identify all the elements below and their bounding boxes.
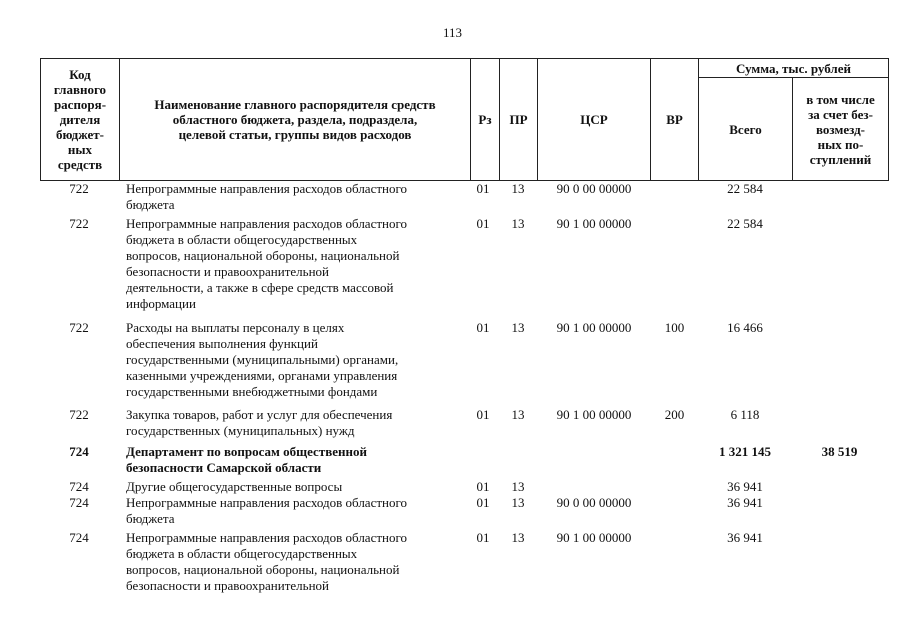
cell-name (126, 495, 471, 527)
name-line: государственными внебюджетными фондами (126, 384, 378, 399)
name-line: Департамент по вопросам общественной (126, 444, 367, 459)
cell-rz: 01 (476, 479, 490, 494)
header-free-line: в том числе (806, 91, 875, 107)
cell-rz: 01 (476, 216, 490, 231)
cell-rz: 01 (476, 530, 490, 545)
header-code-line: бюджет- (55, 127, 104, 142)
cell-total: 36 941 (727, 530, 763, 545)
header-free-line: за счет без- (808, 106, 873, 122)
cell-pr: 13 (511, 530, 525, 545)
cell-csr: 90 0 00 00000 (556, 495, 632, 510)
name-line: деятельности, а также в сфере средств массовой (126, 280, 394, 295)
header-name-line: целевой статьи, группы видов расходов (178, 127, 412, 142)
cell-name (126, 407, 471, 439)
header-rz: Рз (471, 59, 500, 180)
cell-pr: 13 (511, 320, 525, 335)
header-free (793, 78, 888, 180)
cell-csr: 90 0 00 00000 (556, 181, 632, 196)
cell-vr: 100 (664, 320, 685, 335)
cell-name (126, 444, 471, 476)
header-name (120, 59, 471, 180)
cell-pr: 13 (511, 181, 525, 196)
name-line: Непрограммные направления расходов областного (126, 216, 407, 231)
cell-pr: 13 (511, 495, 525, 510)
header-total: Всего (699, 78, 793, 180)
name-line: информации (126, 296, 196, 311)
cell-csr: 90 1 00 00000 (556, 320, 632, 335)
header-free-line: возмезд- (816, 121, 865, 137)
cell-vr: 200 (664, 407, 685, 422)
cell-rz: 01 (476, 407, 490, 422)
header-code-line: средств (57, 157, 103, 172)
cell-code: 722 (69, 216, 89, 231)
cell-rz: 01 (476, 320, 490, 335)
name-line: вопросов, национальной обороны, национальной (126, 248, 400, 263)
cell-total: 6 118 (730, 407, 760, 422)
header-vr: ВР (651, 59, 699, 180)
name-line: бюджета в области общегосударственных (126, 546, 358, 561)
name-line: Закупка товаров, работ и услуг для обеспечения (126, 407, 393, 422)
cell-free: 38 519 (821, 444, 858, 459)
cell-name (126, 320, 471, 400)
name-line: Непрограммные направления расходов областного (126, 530, 407, 545)
header-name-line: областного бюджета, раздела, подраздела, (172, 112, 418, 127)
header-code (41, 59, 120, 180)
header-code-line: ных (67, 142, 93, 157)
name-line: государственными (муниципальными) органами, (126, 352, 399, 367)
name-line: казенными учреждениями, органами управления (126, 368, 398, 383)
name-line: бюджета в области общегосударственных (126, 232, 358, 247)
cell-csr: 90 1 00 00000 (556, 530, 632, 545)
name-line: государственных (муниципальных) нужд (126, 423, 355, 438)
name-line: вопросов, национальной обороны, национальной (126, 562, 400, 577)
name-line: бюджета (126, 197, 175, 212)
name-line: бюджета (126, 511, 175, 526)
cell-rz: 01 (476, 181, 490, 196)
header-free-line: ных по- (817, 136, 864, 152)
cell-csr: 90 1 00 00000 (556, 407, 632, 422)
header-code-line: Код (69, 67, 91, 82)
cell-pr: 13 (511, 479, 525, 494)
cell-pr: 13 (511, 216, 525, 231)
cell-code: 724 (69, 495, 89, 510)
cell-rz: 01 (476, 495, 490, 510)
cell-total: 22 584 (727, 181, 763, 196)
cell-csr: 90 1 00 00000 (556, 216, 632, 231)
cell-name (126, 530, 471, 594)
cell-total: 36 941 (727, 479, 763, 494)
name-line: Непрограммные направления расходов областного (126, 181, 407, 196)
header-csr: ЦСР (538, 59, 651, 180)
header-code-line: дителя (59, 112, 101, 127)
cell-code: 722 (69, 181, 89, 196)
header-code-line: главного (53, 82, 107, 97)
name-line: Расходы на выплаты персоналу в целях (126, 320, 345, 335)
cell-code: 724 (69, 444, 89, 459)
cell-code: 722 (69, 320, 89, 335)
name-line: безопасности и правоохранительной (126, 264, 329, 279)
cell-total: 22 584 (727, 216, 763, 231)
cell-pr: 13 (511, 407, 525, 422)
page-number: 113 (442, 25, 463, 40)
name-line: безопасности и правоохранительной (126, 578, 329, 593)
cell-total: 1 321 145 (719, 444, 771, 459)
cell-code: 724 (69, 530, 89, 545)
name-line: безопасности Самарской области (126, 460, 322, 475)
header-free-line: ступлений (809, 151, 872, 167)
header-sum: Сумма, тыс. рублей (699, 59, 888, 78)
cell-name (126, 479, 471, 495)
table-header (40, 58, 889, 181)
header-pr: ПР (500, 59, 538, 180)
header-name-line: Наименование главного распорядителя средств (154, 97, 436, 112)
name-line: Непрограммные направления расходов областного (126, 495, 407, 510)
cell-code: 722 (69, 407, 89, 422)
cell-code: 724 (69, 479, 89, 494)
name-line: обеспечения выполнения функций (126, 336, 318, 351)
cell-name (126, 181, 471, 213)
name-line: Другие общегосударственные вопросы (126, 479, 343, 494)
cell-total: 36 941 (727, 495, 763, 510)
cell-total: 16 466 (727, 320, 763, 335)
header-code-line: распоря- (53, 97, 107, 112)
cell-name (126, 216, 471, 312)
